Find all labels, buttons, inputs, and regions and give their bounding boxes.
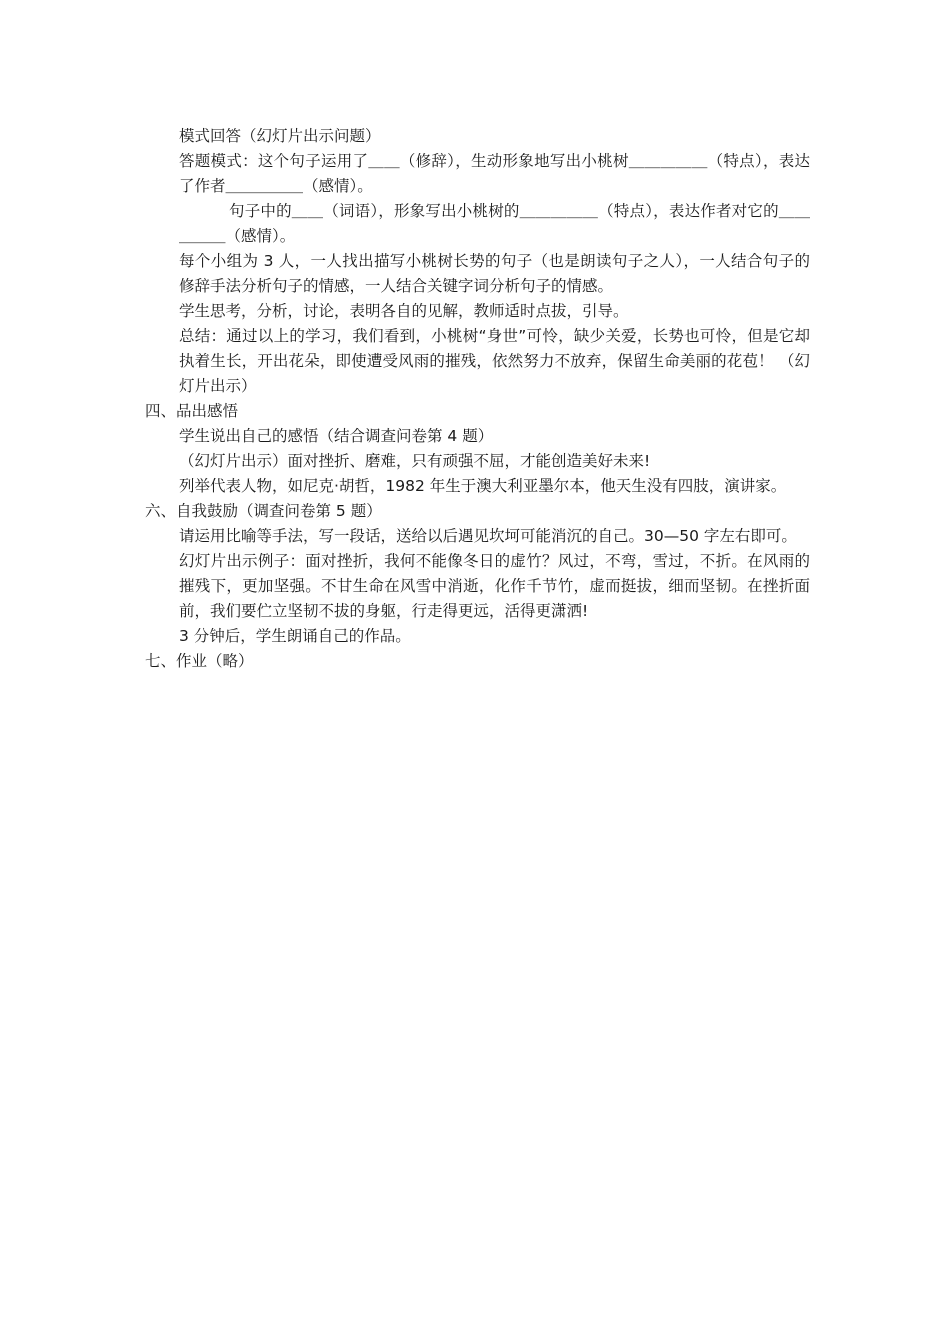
paragraph-slide-quote: （幻灯片出示）面对挫折、磨难，只有顽强不屈，才能创造美好未来! <box>179 452 651 470</box>
document-body <box>145 124 810 674</box>
paragraph-example-person: 列举代表人物，如尼克·胡哲，1982 年生于澳大利亚墨尔本，他天生没有四肢，演讲家。 <box>179 477 787 495</box>
paragraph-group-task: 每个小组为 3 人，一人找出描写小桃树长势的句子（也是朗读句子之人），一人结合句子的修辞手法分析句子的情感，一人结合关键字词分析句子的情感。 <box>179 252 810 295</box>
paragraph-student-discussion: 学生思考，分析，讨论，表明各自的见解，教师适时点拔，引导。 <box>179 302 629 320</box>
paragraph-answer-template: 答题模式：这个句子运用了＿＿（修辞），生动形象地写出小桃树＿＿＿＿＿（特点），表达了作者＿＿＿＿＿（感情）。 <box>179 152 810 195</box>
section-heading-4: 四、品出感悟 <box>145 402 239 420</box>
paragraph-answer-template-2: 句子中的＿＿（词语），形象写出小桃树的＿＿＿＿＿（特点），表达作者对它的＿＿＿＿＿（感情）。 <box>179 202 810 245</box>
paragraph-student-feelings: 学生说出自己的感悟（结合调查问卷第 4 题） <box>179 427 494 445</box>
paragraph-answer-mode: 模式回答（幻灯片出示问题） <box>179 127 381 145</box>
paragraph-recitation: 3 分钟后，学生朗诵自己的作品。 <box>179 627 411 645</box>
paragraph-writing-task: 请运用比喻等手法，写一段话，送给以后遇见坎坷可能消沉的自己。30—50 字左右即可。 <box>179 527 797 545</box>
paragraph-summary: 总结：通过以上的学习，我们看到，小桃树“身世”可怜，缺少关爱，长势也可怜，但是它却执着生长，开出花朵，即使遭受风雨的摧残，依然努力不放弃，保留生命美丽的花苞！ （幻灯片出示） <box>179 327 810 395</box>
section-heading-7: 七、作业（略） <box>145 652 254 670</box>
section-heading-6: 六、自我鼓励（调查问卷第 5 题） <box>145 502 382 520</box>
paragraph-slide-example: 幻灯片出示例子：面对挫折，我何不能像冬日的虚竹？风过，不弯，雪过，不折。在风雨的摧残下，更加坚强。不甘生命在风雪中消逝，化作千节竹，虚而挺拔，细而坚韧。在挫折面前，我们要伫立坚韧不拔的身躯，行走得更远，活得更潇洒! <box>179 552 810 620</box>
